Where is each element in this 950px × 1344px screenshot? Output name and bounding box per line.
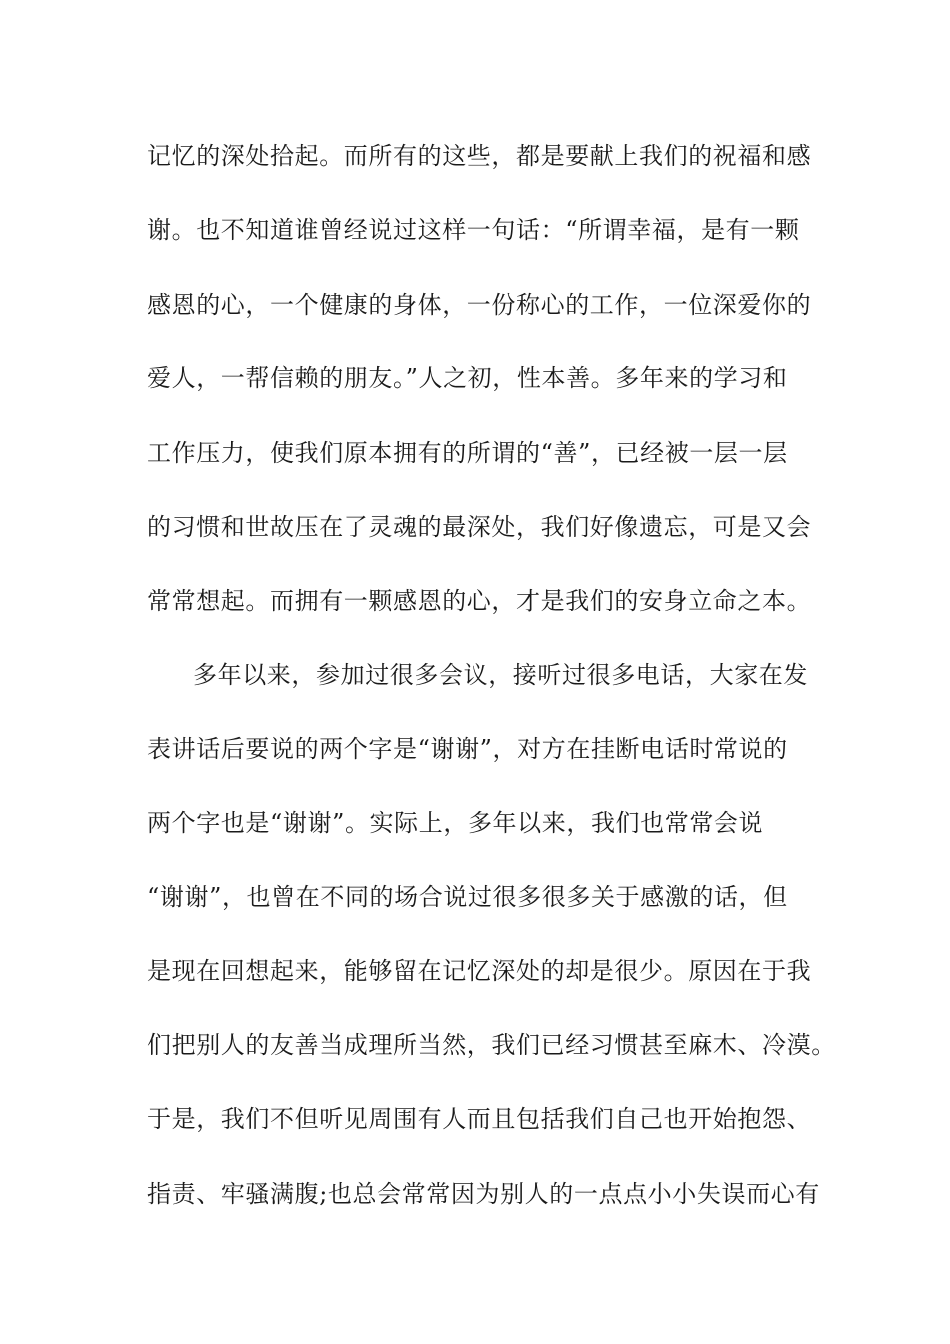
paragraph-start-line: 多年以来，参加过很多会议，接听过很多电话，大家在发: [193, 661, 808, 689]
text-line-2: 谢。也不知道谁曾经说过这样一句话：“所谓幸福，是有一颗: [147, 216, 800, 244]
text-line-5: 工作压力，使我们原本拥有的所谓的“善”，已经被一层一层: [147, 439, 788, 467]
text-line-12: 是现在回想起来，能够留在记忆深处的却是很少。原因在于我: [147, 957, 812, 985]
text-line-11: “谢谢”，也曾在不同的场合说过很多很多关于感激的话，但: [147, 883, 788, 911]
text-line-10: 两个字也是“谢谢”。实际上，多年以来，我们也常常会说: [147, 809, 764, 837]
text-line-4: 爱人，一帮信赖的朋友。”人之初，性本善。多年来的学习和: [147, 364, 788, 392]
text-line-9: 表讲话后要说的两个字是“谢谢”，对方在挂断电话时常说的: [147, 735, 788, 763]
text-line-6: 的习惯和世故压在了灵魂的最深处，我们好像遗忘，可是又会: [147, 513, 812, 541]
text-line-15: 指责、牢骚满腹;也总会常常因为别人的一点点小小失误而心有: [147, 1180, 820, 1208]
text-line-14: 于是，我们不但听见周围有人而且包括我们自己也开始抱怨、: [147, 1105, 812, 1133]
text-line-7: 常常想起。而拥有一颗感恩的心，才是我们的安身立命之本。: [147, 587, 812, 615]
text-line-3: 感恩的心，一个健康的身体，一份称心的工作，一位深爱你的: [147, 291, 812, 319]
text-line-13: 们把别人的友善当成理所当然，我们已经习惯甚至麻木、冷漠。: [147, 1031, 836, 1059]
text-line-1: 记忆的深处拾起。而所有的这些，都是要献上我们的祝福和感: [147, 142, 812, 170]
